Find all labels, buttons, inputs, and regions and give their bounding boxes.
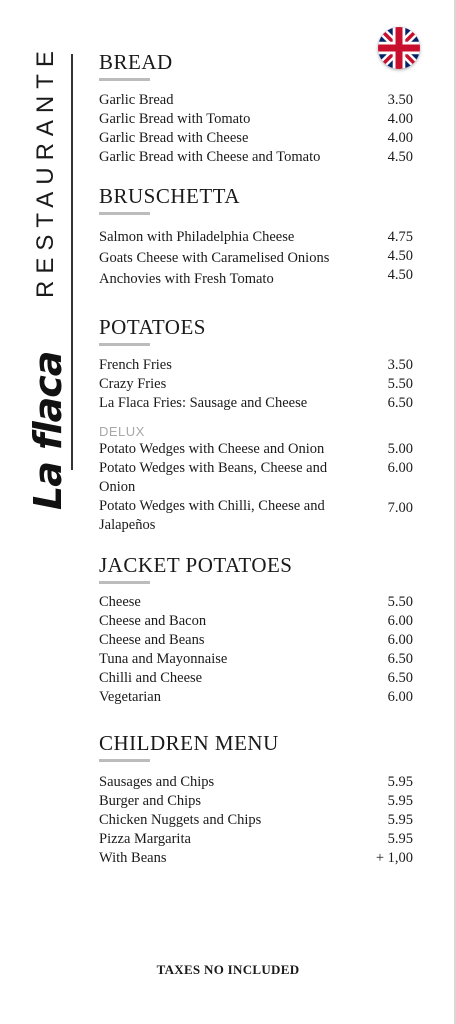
menu-item	[99, 811, 417, 830]
item-name: Pizza Margarita	[99, 831, 191, 847]
menu-item	[99, 148, 417, 167]
delux-block	[99, 424, 417, 535]
item-name: Garlic Bread with Cheese and Tomato	[99, 149, 321, 165]
section-underline	[99, 212, 150, 215]
item-name: Burger and Chips	[99, 793, 202, 809]
menu-item	[99, 612, 417, 631]
item-name: Chicken Nuggets and Chips	[99, 812, 262, 828]
section-potatoes	[99, 315, 417, 346]
section-underline	[99, 343, 150, 346]
section-children-menu	[99, 731, 417, 762]
item-price: 5.95	[387, 793, 413, 809]
item-price: 4.50	[387, 267, 413, 283]
section-underline	[99, 78, 150, 81]
section-title: BREAD	[99, 50, 173, 74]
children-items	[99, 773, 417, 868]
item-name: Tuna and Mayonnaise	[99, 651, 228, 667]
item-name: Potato Wedges with Chilli, Cheese and Jalapeños	[99, 498, 325, 533]
item-name: Garlic Bread	[99, 92, 174, 108]
item-name: Goats Cheese with Caramelised Onions	[99, 250, 330, 266]
item-price: 5.00	[387, 441, 413, 457]
brand-vertical	[8, 44, 80, 510]
brand-divider	[71, 54, 73, 470]
menu-item	[99, 593, 417, 612]
item-price: 6.00	[387, 460, 413, 476]
item-name: With Beans	[99, 850, 167, 866]
menu-item	[99, 669, 417, 688]
section-title: JACKET POTATOES	[99, 553, 293, 577]
item-price: 3.50	[387, 357, 413, 373]
menu-item	[99, 249, 417, 268]
item-price: 5.50	[387, 594, 413, 610]
footer-note: TAXES NO INCLUDED	[156, 962, 300, 977]
menu-item	[99, 631, 417, 650]
menu-item	[99, 110, 417, 129]
menu-item	[99, 650, 417, 669]
item-name: Crazy Fries	[99, 376, 167, 392]
item-name: Potato Wedges with Beans, Cheese and Onion	[99, 460, 328, 495]
item-name: Sausages and Chips	[99, 774, 215, 790]
item-price: 7.00	[387, 500, 413, 516]
section-bread	[99, 50, 417, 81]
item-price: 6.00	[387, 689, 413, 705]
menu-item	[99, 849, 417, 868]
section-title: BRUSCHETTA	[99, 184, 240, 208]
item-price: 3.50	[387, 92, 413, 108]
item-price: 4.00	[387, 111, 413, 127]
item-name: Vegetarian	[99, 689, 161, 705]
menu-item	[99, 356, 417, 375]
delux-subheading: DELUX	[99, 424, 145, 439]
menu-item	[99, 440, 417, 459]
menu-item	[99, 459, 417, 497]
item-price: 5.95	[387, 831, 413, 847]
menu-item	[99, 394, 417, 413]
potatoes-items	[99, 356, 417, 413]
menu-item	[99, 497, 417, 535]
menu-item	[99, 91, 417, 110]
item-price: + 1,00	[375, 850, 413, 866]
jacket-items	[99, 593, 417, 707]
bread-items	[99, 91, 417, 167]
item-name: Garlic Bread with Tomato	[99, 111, 251, 127]
item-name: Salmon with Philadelphia Cheese	[99, 229, 295, 245]
item-name: Cheese and Beans	[99, 632, 205, 648]
section-jacket-potatoes	[99, 553, 417, 584]
menu-item	[99, 129, 417, 148]
bruschetta-items	[99, 228, 417, 289]
menu-item	[99, 792, 417, 811]
item-price: 4.75	[387, 229, 413, 245]
item-name: Cheese and Bacon	[99, 613, 207, 629]
menu-item	[99, 688, 417, 707]
menu-item	[99, 267, 417, 289]
item-price: 6.00	[387, 632, 413, 648]
item-name: French Fries	[99, 357, 172, 373]
section-underline	[99, 759, 150, 762]
item-price: 5.95	[387, 812, 413, 828]
item-name: La Flaca Fries: Sausage and Cheese	[99, 395, 308, 411]
item-price: 4.00	[387, 130, 413, 146]
section-underline	[99, 581, 150, 584]
item-price: 6.00	[387, 613, 413, 629]
item-price: 6.50	[387, 670, 413, 686]
menu-item	[99, 830, 417, 849]
item-price: 6.50	[387, 395, 413, 411]
menu-item	[99, 773, 417, 792]
item-price: 6.50	[387, 651, 413, 667]
item-name: Anchovies with Fresh Tomato	[99, 271, 274, 287]
menu-item	[99, 375, 417, 394]
brand-logo: La flaca	[26, 351, 70, 510]
section-title: CHILDREN MENU	[99, 731, 279, 755]
item-name: Chilli and Cheese	[99, 670, 203, 686]
item-price: 5.95	[387, 774, 413, 790]
item-name: Potato Wedges with Cheese and Onion	[99, 441, 325, 457]
section-bruschetta	[99, 184, 417, 215]
item-name: Cheese	[99, 594, 141, 610]
item-price: 5.50	[387, 376, 413, 392]
brand-restaurante-text: RESTAURANTE	[32, 44, 59, 298]
section-title: POTATOES	[99, 315, 206, 339]
item-price: 4.50	[387, 149, 413, 165]
item-name: Garlic Bread with Cheese	[99, 130, 249, 146]
menu-item	[99, 228, 417, 247]
item-price: 4.50	[387, 248, 413, 264]
